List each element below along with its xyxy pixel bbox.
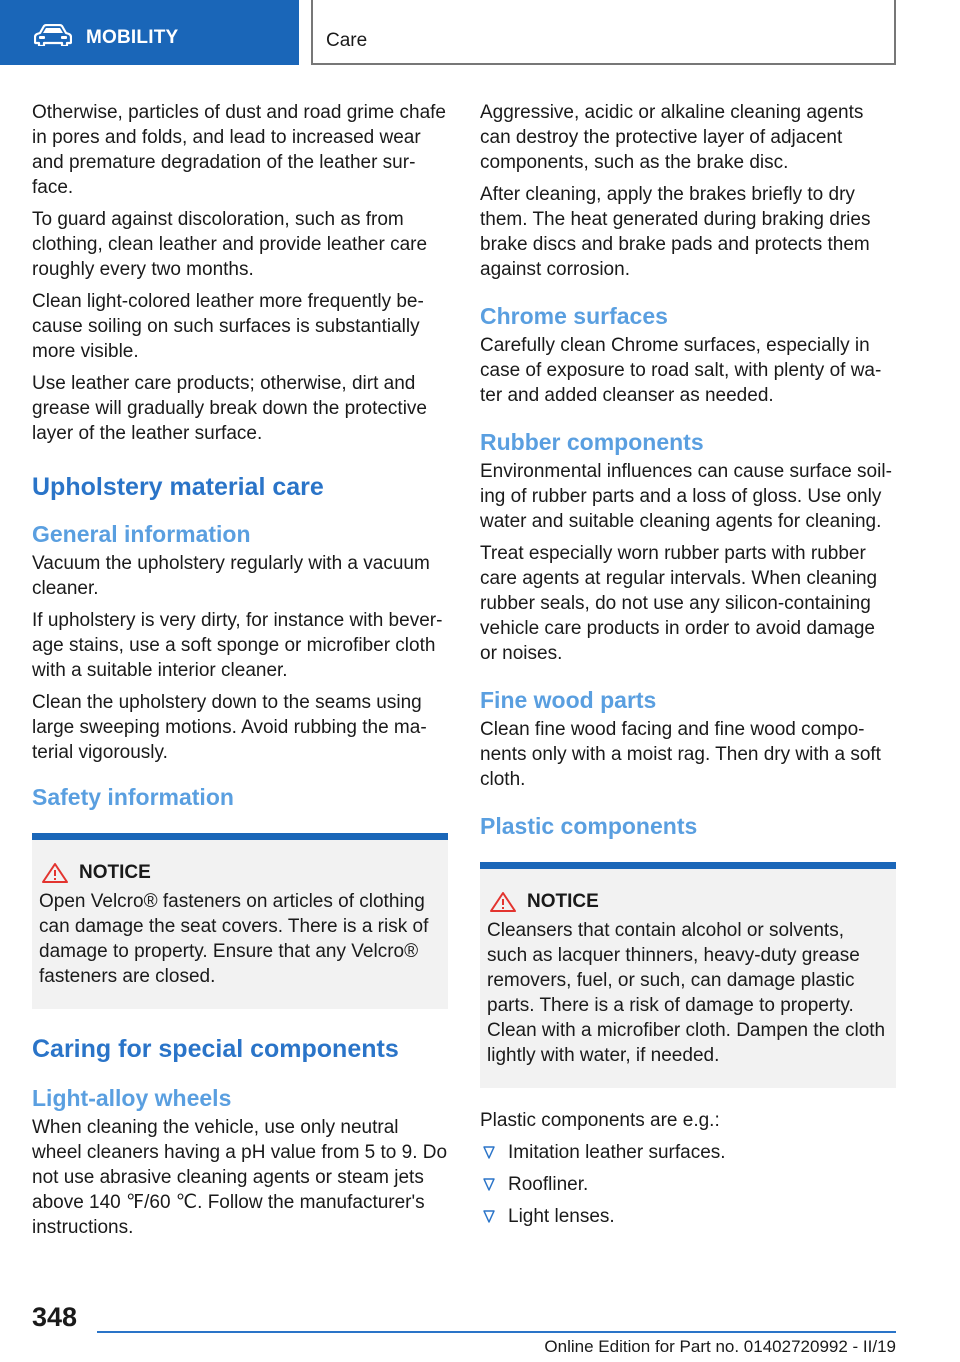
paragraph: Use leather care products; otherwise, dirt and grease will gradually break down the protective layer of the leather surface. — [32, 373, 427, 444]
heading-special-components: Caring for special components — [32, 1035, 399, 1063]
notice-box — [32, 833, 448, 1009]
heading-plastic-components: Plastic components — [480, 813, 698, 839]
left-column — [32, 100, 448, 1247]
paragraph: After cleaning, apply the brakes briefly to dry them. The heat generated during braking dries brake discs and brake pads and protects them against corrosion. — [480, 184, 871, 280]
notice-header — [39, 860, 440, 885]
notice-header — [487, 889, 888, 914]
paragraph: Treat especially worn rubber parts with rubber care agents at regular intervals. When cleaning rubber seals, do not use any silicon-containing vehicle care products in order to avoid damage or noises. — [480, 543, 878, 664]
paragraph: Plastic components are e.g.: — [480, 1110, 720, 1131]
paragraph: Environmental influences can cause surface soiling of rubber parts and a loss of gloss. Use only water and suitable cleaning agents for cleaning. — [480, 461, 892, 532]
heading-general-information: General information — [32, 521, 251, 547]
notice-title: NOTICE — [527, 891, 599, 912]
notice-title: NOTICE — [79, 862, 151, 883]
page-number: 348 — [32, 1302, 78, 1332]
paragraph: When cleaning the vehicle, use only neutral wheel cleaners having a pH value from 5 to 9. Do not use abrasive cleaning agents or steam jets above 140 ℉/60 ℃. Follow the manufacturer's instructions. — [32, 1117, 448, 1238]
warning-icon — [41, 862, 69, 884]
section-title: Care — [326, 30, 368, 51]
paragraph: Aggressive, acidic or alkaline cleaning agents can destroy the protective layer of adjacent components, such as the brake disc. — [480, 102, 864, 173]
list-item — [480, 1172, 896, 1197]
section-box — [311, 0, 896, 65]
list-item — [480, 1140, 896, 1165]
paragraph: Carefully clean Chrome surfaces, especially in case of exposure to road salt, with plenty of water and added cleanser as needed. — [480, 335, 882, 406]
paragraph: To guard against discoloration, such as from clothing, clean leather and provide leather care roughly every two months. — [32, 209, 428, 280]
heading-light-alloy-wheels: Light-alloy wheels — [32, 1085, 232, 1111]
warning-icon — [489, 891, 517, 913]
footer-divider — [97, 1331, 896, 1333]
heading-chrome-surfaces: Chrome surfaces — [480, 303, 668, 329]
notice-text: Open Velcro® fasteners on articles of clothing can damage the seat covers. There is a risk of damage to property. Ensure that any Velcro® fasteners are closed. — [39, 891, 429, 987]
notice-box — [480, 862, 896, 1088]
list-item-text: Imitation leather surfaces. — [508, 1142, 726, 1163]
heading-rubber-components: Rubber components — [480, 429, 704, 455]
triangle-bullet-icon — [483, 1210, 495, 1224]
list-item-text: Light lenses. — [508, 1206, 615, 1227]
paragraph: If upholstery is very dirty, for instance with beverage stains, use a soft sponge or microfiber cloth with a suitable interior cleaner. — [32, 610, 443, 681]
paragraph: Clean the upholstery down to the seams using large sweeping motions. Avoid rubbing the material vigorously. — [32, 692, 427, 763]
page-header — [0, 0, 960, 66]
chapter-label: MOBILITY — [86, 27, 179, 48]
paragraph: Otherwise, particles of dust and road grime chafe in pores and folds, and lead to increased wear and premature degradation of the leather surface. — [32, 102, 446, 198]
triangle-bullet-icon — [483, 1178, 495, 1192]
paragraph: Clean light-colored leather more frequently because soiling on such surfaces is substantially more visible. — [32, 291, 424, 362]
paragraph: Clean fine wood facing and fine wood components only with a moist rag. Then dry with a soft cloth. — [480, 719, 881, 790]
footer-edition: Online Edition for Part no. 01402720992 - II/19 — [544, 1337, 896, 1356]
notice-text: Cleansers that contain alcohol or solvents, such as lacquer thinners, heavy-duty grease removers, fuel, or such, can damage plastic parts. There is a risk of damage to property. Clean with a microfiber cloth. Dampen the cloth lightly with water, if needed. — [487, 920, 886, 1066]
chapter-tab[interactable] — [0, 0, 299, 65]
paragraph: Vacuum the upholstery regularly with a vacuum cleaner. — [32, 553, 430, 599]
triangle-bullet-icon — [483, 1146, 495, 1160]
list-item — [480, 1204, 896, 1229]
bullet-list — [480, 1140, 896, 1229]
right-column — [480, 100, 896, 1236]
heading-safety-information: Safety information — [32, 784, 234, 810]
list-item-text: Roofliner. — [508, 1174, 589, 1195]
heading-fine-wood-parts: Fine wood parts — [480, 687, 657, 713]
heading-upholstery: Upholstery material care — [32, 473, 324, 501]
car-icon — [34, 24, 72, 46]
